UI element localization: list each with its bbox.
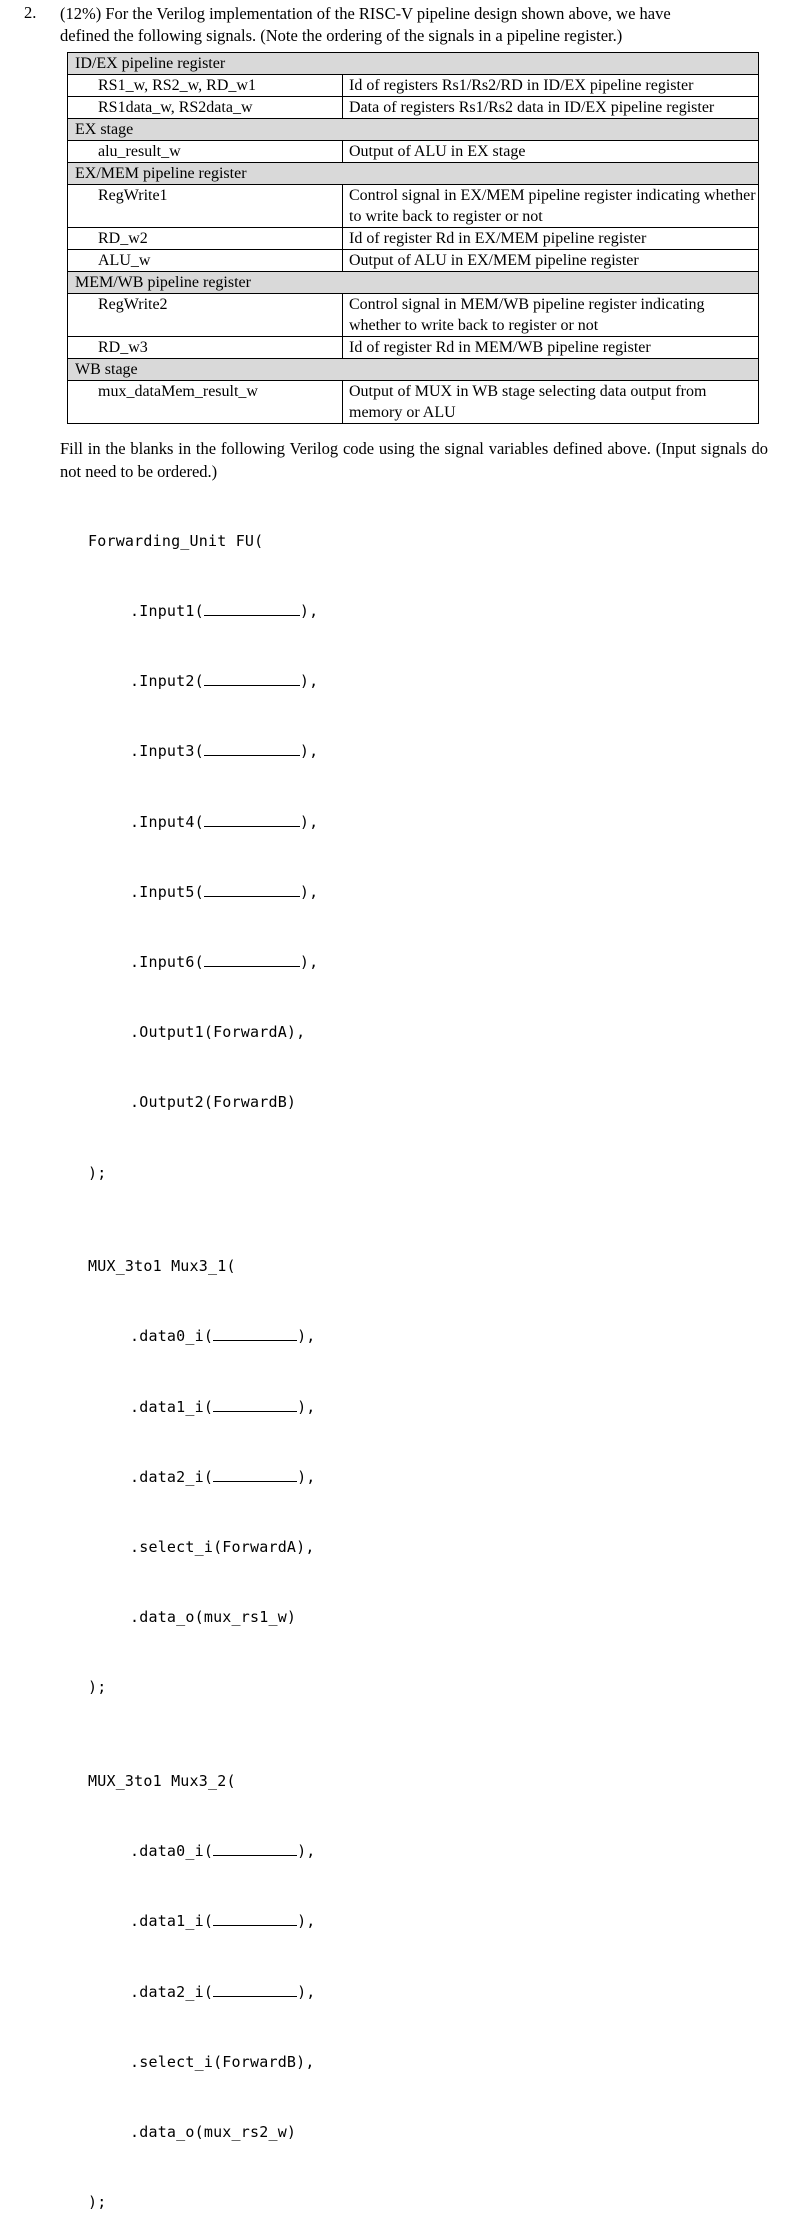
code-line	[88, 600, 318, 623]
code-line	[88, 881, 318, 904]
section-header: EX/MEM pipeline register	[68, 163, 759, 185]
blank-input[interactable]	[204, 881, 300, 897]
blank-input[interactable]	[213, 1840, 297, 1856]
signal-name: RD_w2	[68, 228, 343, 250]
signal-desc: Id of register Rd in EX/MEM pipeline register	[343, 228, 759, 250]
code-line	[88, 1981, 318, 2004]
code-line	[88, 951, 318, 974]
question-text	[60, 3, 768, 47]
section-header: WB stage	[68, 359, 759, 381]
signal-name: RegWrite1	[68, 185, 343, 228]
question-text-line2: defined the following signals. (Note the ordering of the signals in a pipeline register.)	[60, 26, 623, 45]
code-line	[88, 670, 318, 693]
port: .data0_i(	[130, 1842, 214, 1861]
close-paren: ),	[297, 1842, 316, 1861]
code-line	[88, 1840, 318, 1863]
close-paren: ),	[297, 1912, 316, 1931]
signal-desc: Output of MUX in WB stage selecting data output from memory or ALU	[343, 381, 759, 424]
signal-desc: Id of registers Rs1/Rs2/RD in ID/EX pipeline register	[343, 75, 759, 97]
signal-name: RS1_w, RS2_w, RD_w1	[68, 75, 343, 97]
signal-desc: Control signal in MEM/WB pipeline register indicating whether to write back to register or not	[343, 294, 759, 337]
code-end: );	[88, 1163, 107, 1182]
fu-output1: .Output1(ForwardA),	[130, 1023, 306, 1042]
mux1-header: MUX_3to1 Mux3_1(	[88, 1257, 236, 1276]
port: .data1_i(	[130, 1912, 214, 1931]
signal-name: RD_w3	[68, 337, 343, 359]
port: .data0_i(	[130, 1327, 214, 1346]
code-line	[88, 1396, 318, 1419]
signal-name: alu_result_w	[68, 141, 343, 163]
question-number: 2.	[24, 3, 37, 22]
mux2-header: MUX_3to1 Mux3_2(	[88, 1772, 236, 1791]
close-paren: ),	[299, 953, 319, 972]
section-header: EX stage	[68, 119, 759, 141]
fu-header: Forwarding_Unit FU(	[88, 531, 264, 550]
signal-name: RegWrite2	[68, 294, 343, 337]
code-line	[88, 1910, 318, 1933]
close-paren: ),	[299, 602, 319, 621]
code-end: );	[88, 1678, 107, 1697]
question-text-line1: (12%) For the Verilog implementation of the RISC-V pipeline design shown above, we have	[60, 4, 671, 23]
close-paren: ),	[299, 812, 319, 831]
signal-name: mux_dataMem_result_w	[68, 381, 343, 424]
close-paren: ),	[297, 1327, 316, 1346]
port: .Input5(	[130, 882, 204, 901]
code-line	[88, 740, 318, 763]
mux1-output: .data_o(mux_rs1_w)	[130, 1608, 297, 1627]
signal-table	[67, 52, 759, 424]
close-paren: ),	[299, 742, 319, 761]
signal-desc: Data of registers Rs1/Rs2 data in ID/EX pipeline register	[343, 97, 759, 119]
blank-input[interactable]	[204, 811, 300, 827]
signal-name: ALU_w	[68, 250, 343, 272]
signal-desc: Output of ALU in EX/MEM pipeline register	[343, 250, 759, 272]
blank-input[interactable]	[204, 740, 300, 756]
port: .data2_i(	[130, 1467, 214, 1486]
port: .data1_i(	[130, 1397, 214, 1416]
close-paren: ),	[299, 672, 319, 691]
mux1-select: .select_i(ForwardA),	[130, 1538, 315, 1557]
section-header: MEM/WB pipeline register	[68, 272, 759, 294]
close-paren: ),	[297, 1467, 316, 1486]
section-header: ID/EX pipeline register	[68, 53, 759, 75]
blank-input[interactable]	[204, 600, 300, 616]
port: .Input1(	[130, 602, 204, 621]
verilog-code	[88, 483, 318, 2238]
code-line	[88, 1466, 318, 1489]
code-line	[88, 811, 318, 834]
close-paren: ),	[297, 1982, 316, 2001]
mux2-output: .data_o(mux_rs2_w)	[130, 2123, 297, 2142]
blank-input[interactable]	[204, 951, 300, 967]
port: .data2_i(	[130, 1982, 214, 2001]
signal-desc: Id of register Rd in MEM/WB pipeline register	[343, 337, 759, 359]
port: .Input2(	[130, 672, 204, 691]
instruction-text: Fill in the blanks in the following Verilog code using the signal variables defined above. (Input signals do not need to be ordered.)	[60, 439, 768, 481]
close-paren: ),	[299, 882, 319, 901]
blank-input[interactable]	[213, 1396, 297, 1412]
blank-input[interactable]	[213, 1466, 297, 1482]
port: .Input6(	[130, 953, 204, 972]
blank-input[interactable]	[204, 670, 300, 686]
blank-input[interactable]	[213, 1325, 297, 1341]
fu-output2: .Output2(ForwardB)	[130, 1093, 297, 1112]
code-line	[88, 1325, 318, 1348]
blank-input[interactable]	[213, 1910, 297, 1926]
blank-input[interactable]	[213, 1981, 297, 1997]
port: .Input3(	[130, 742, 204, 761]
signal-name: RS1data_w, RS2data_w	[68, 97, 343, 119]
signal-desc: Output of ALU in EX stage	[343, 141, 759, 163]
code-end: );	[88, 2193, 107, 2212]
mux2-select: .select_i(ForwardB),	[130, 2052, 315, 2071]
signal-desc: Control signal in EX/MEM pipeline register indicating whether to write back to register or not	[343, 185, 759, 228]
close-paren: ),	[297, 1397, 316, 1416]
port: .Input4(	[130, 812, 204, 831]
